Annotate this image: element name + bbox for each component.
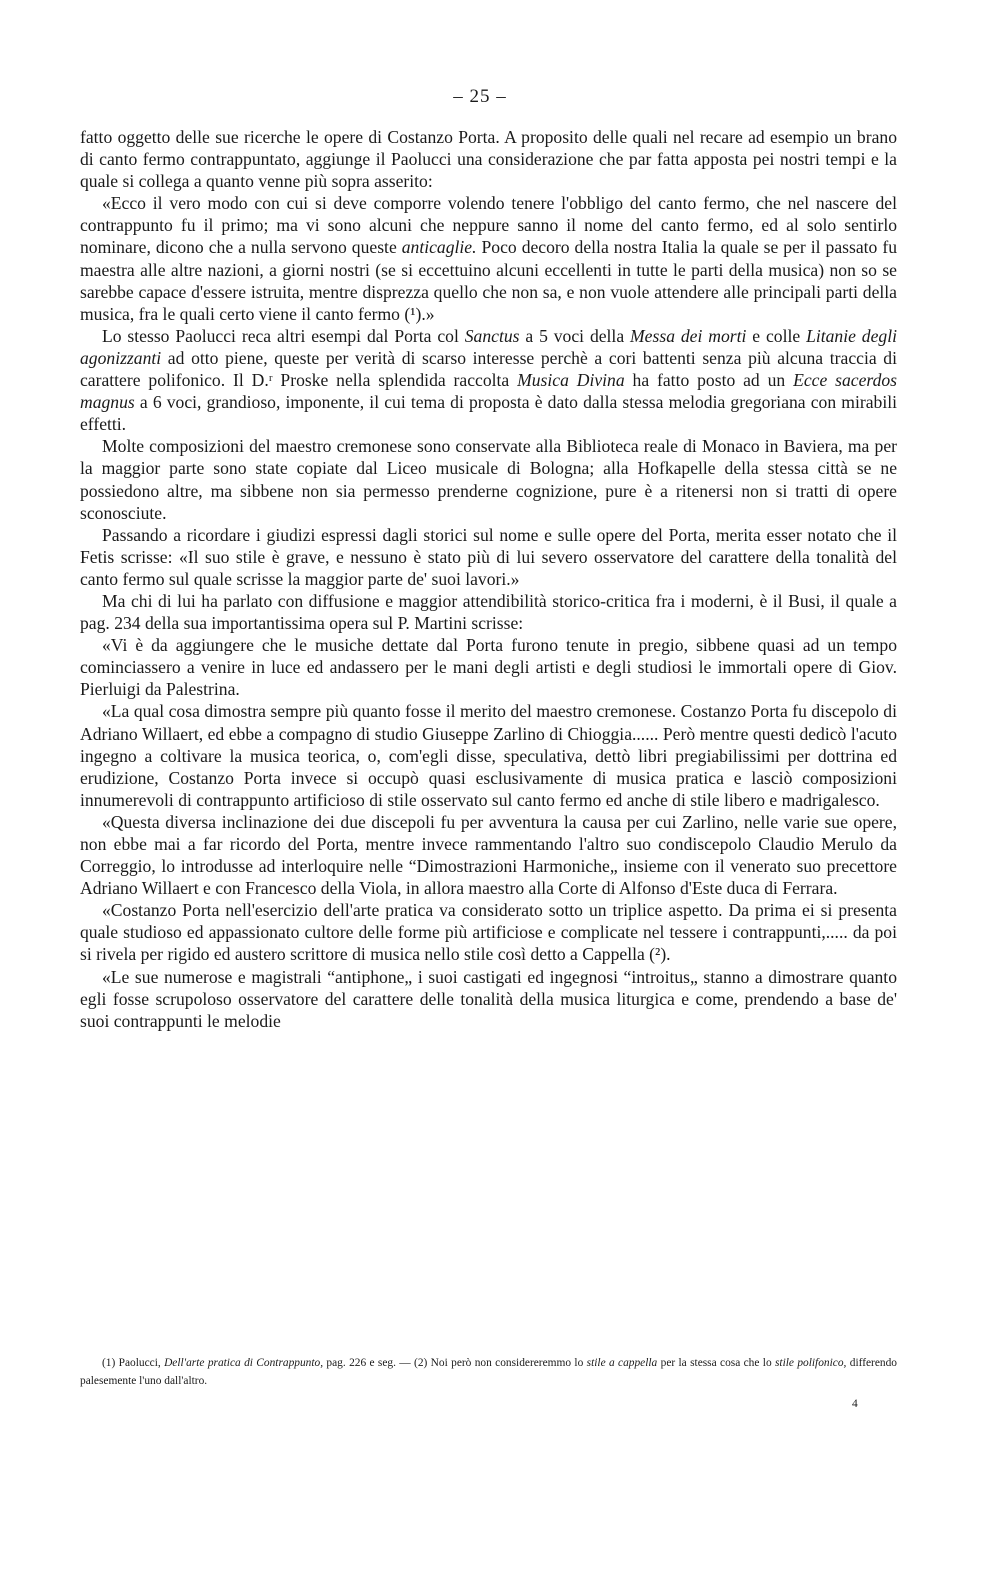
text-run: Lo stesso Paolucci reca altri esempi dal Porta col [102, 325, 465, 346]
page-number: – 25 – [453, 86, 507, 107]
paragraph: «Le sue numerose e magistrali “antiphone„ i suoi castigati ed ingegnosi “introitus„ stanno a dimostrare quanto egli fosse scrupoloso osservatore del carattere delle tonalità della musica liturgica e come, prendendo a base de' suoi contrappunti le melodie [80, 966, 897, 1031]
paragraph: Passando a ricordare i giudizi espressi dagli storici sul nome e sulle opere del Porta, merita esser notato che il Fetis scrisse: «Il suo stile è grave, e nessuno è stato più di lui severo osservatore del carattere della tonalità del canto fermo sul quale scrisse la maggior parte de' suoi lavori.» [80, 524, 897, 589]
paragraph: fatto oggetto delle sue ricerche le opere di Costanzo Porta. A proposito delle quali nel recare ad esempio un brano di canto fermo contrappuntato, aggiunge il Paolucci una considerazione che par fatta apposta pei nostri tempi e la quale si collega a quanto venne più sopra asserito: [80, 127, 897, 192]
paragraph: Ma chi di lui ha parlato con diffusione e maggior attendibilità storico-critica fra i moderni, è il Busi, il quale a pag. 234 della sua importantissima opera sul P. Martini scrisse: [80, 590, 897, 634]
text-run: e colle [746, 325, 807, 346]
text-run: Poco decoro della nostra Italia la quale se per il passato fu maestra alle altre nazioni, a giorni nostri (se si eccettuino alcuni eccellenti in tutte le parti della musica) non so se sarebbe capace d'essere istruita, mentre disprezza quello che non sa, e non vuole attendere alle principali parti della musica, fra le quali certo viene il canto fermo (¹).» [80, 237, 897, 324]
signature-mark: 4 [852, 1398, 858, 1410]
italic-run: Ecce sacerdos magnus [80, 370, 898, 413]
footnotes [80, 1354, 897, 1390]
italic-run: Litanie degli agonizzanti [80, 325, 897, 368]
paragraph: Molte composizioni del maestro cremonese sono conservate alla Biblioteca reale di Monaco in Baviera, ma per la maggior parte sono state copiate dal Liceo musicale di Bologna; alla Hofkapelle della stessa città se ne possiedono altre, ma sibbene non sia permesso prenderne cognizione, pure è a ritenersi non si tratti di opere sconosciute. [80, 436, 897, 523]
italic-run: stile polifonico, [775, 1357, 847, 1369]
italic-run: Sanctus [464, 325, 520, 346]
italic-run: anticaglie. [401, 237, 477, 258]
footnote [80, 1354, 897, 1390]
text-run: ha fatto posto ad un [624, 370, 794, 391]
paragraph: «Vi è da aggiungere che le musiche dettate dal Porta furono tenute in pregio, sibbene quasi ad un tempo cominciassero a venire in luce ed andassero per le mani degli artisti e degli studiosi le immortali opere di Giov. Pierluigi da Palestrina. [80, 635, 897, 700]
text-run: pag. 226 e seg. — (2) Noi però non considereremmo lo [323, 1357, 587, 1369]
italic-run: Messa dei morti [630, 325, 747, 346]
text-run: a 6 voci, grandioso, imponente, il cui tema di proposta è dato dalla stessa melodia gregoriana con mirabili effetti. [80, 392, 897, 435]
italic-run: stile a cappella [586, 1357, 658, 1369]
text-run: ad otto piene, queste per verità di scarso interesse perchè a cori battenti senza più alcuna traccia di carattere polifonico. Il D.ʳ Proske nella splendida raccolta [80, 347, 897, 391]
text-run: differendo palesemente l'uno dall'altro. [80, 1357, 897, 1387]
paragraph: «Questa diversa inclinazione dei due discepoli fu per avventura la causa per cui Zarlino, nelle varie sue opere, non ebbe mai a far ricordo del Porta, mentre invece rammentando l'altro suo condiscepolo Claudio Merulo da Correggio, lo introdusse ad interloquire nelle “Dimostrazioni Harmoniche„ insieme con il venerato suo precettore Adriano Willaert e con Francesco della Viola, in allora maestro alla Corte di Alfonso d'Este duca di Ferrara. [80, 811, 897, 899]
text-run: «Ecco il vero modo con cui si deve comporre volendo tenere l'obbligo del canto fermo, che nel nascere del contrappunto fu il primo; ma vi sono alcuni che neppure sanno il nome del canto fermo, ed al solo sentirlo nominare, dicono che a nulla servono queste [80, 193, 897, 258]
paragraph: «Costanzo Porta nell'esercizio dell'arte pratica va considerato sotto un triplice aspetto. Da prima ei si presenta quale studioso ed appassionato cultore delle forme più artificiose e complicate nel tessere i contrappunti,..... da poi si rivela per rigido ed austero scrittore di musica nello stile così detto a Cappella (²). [80, 900, 897, 965]
body-text [80, 126, 897, 1032]
text-run: a 5 voci della [519, 325, 631, 346]
text-run: per la stessa cosa che lo [657, 1357, 775, 1369]
italic-run: Musica Divina [517, 370, 625, 391]
italic-run: Dell'arte pratica di Contrappunto, [164, 1357, 324, 1369]
text-run: (1) Paolucci, [102, 1357, 165, 1369]
paragraph: «La qual cosa dimostra sempre più quanto fosse il merito del maestro cremonese. Costanzo Porta fu discepolo di Adriano Willaert, ed ebbe a compagno di studio Giuseppe Zarlino di Chioggia...... Però mentre questi dedicò l'acuto ingegno a coltivare la musica teorica, o, com'egli disse, speculativa, dettò libri pregiabilissimi per dottrina ed erudizione, Costanzo Porta invece si occupò quasi esclusivamente di musica pratica e lasciò composizioni innumerevoli di contrappunto artificioso di stile osservato sul canto fermo ed anche di stile libero e madrigalesco. [80, 701, 897, 810]
paragraph [80, 325, 897, 435]
paragraph [80, 192, 897, 325]
